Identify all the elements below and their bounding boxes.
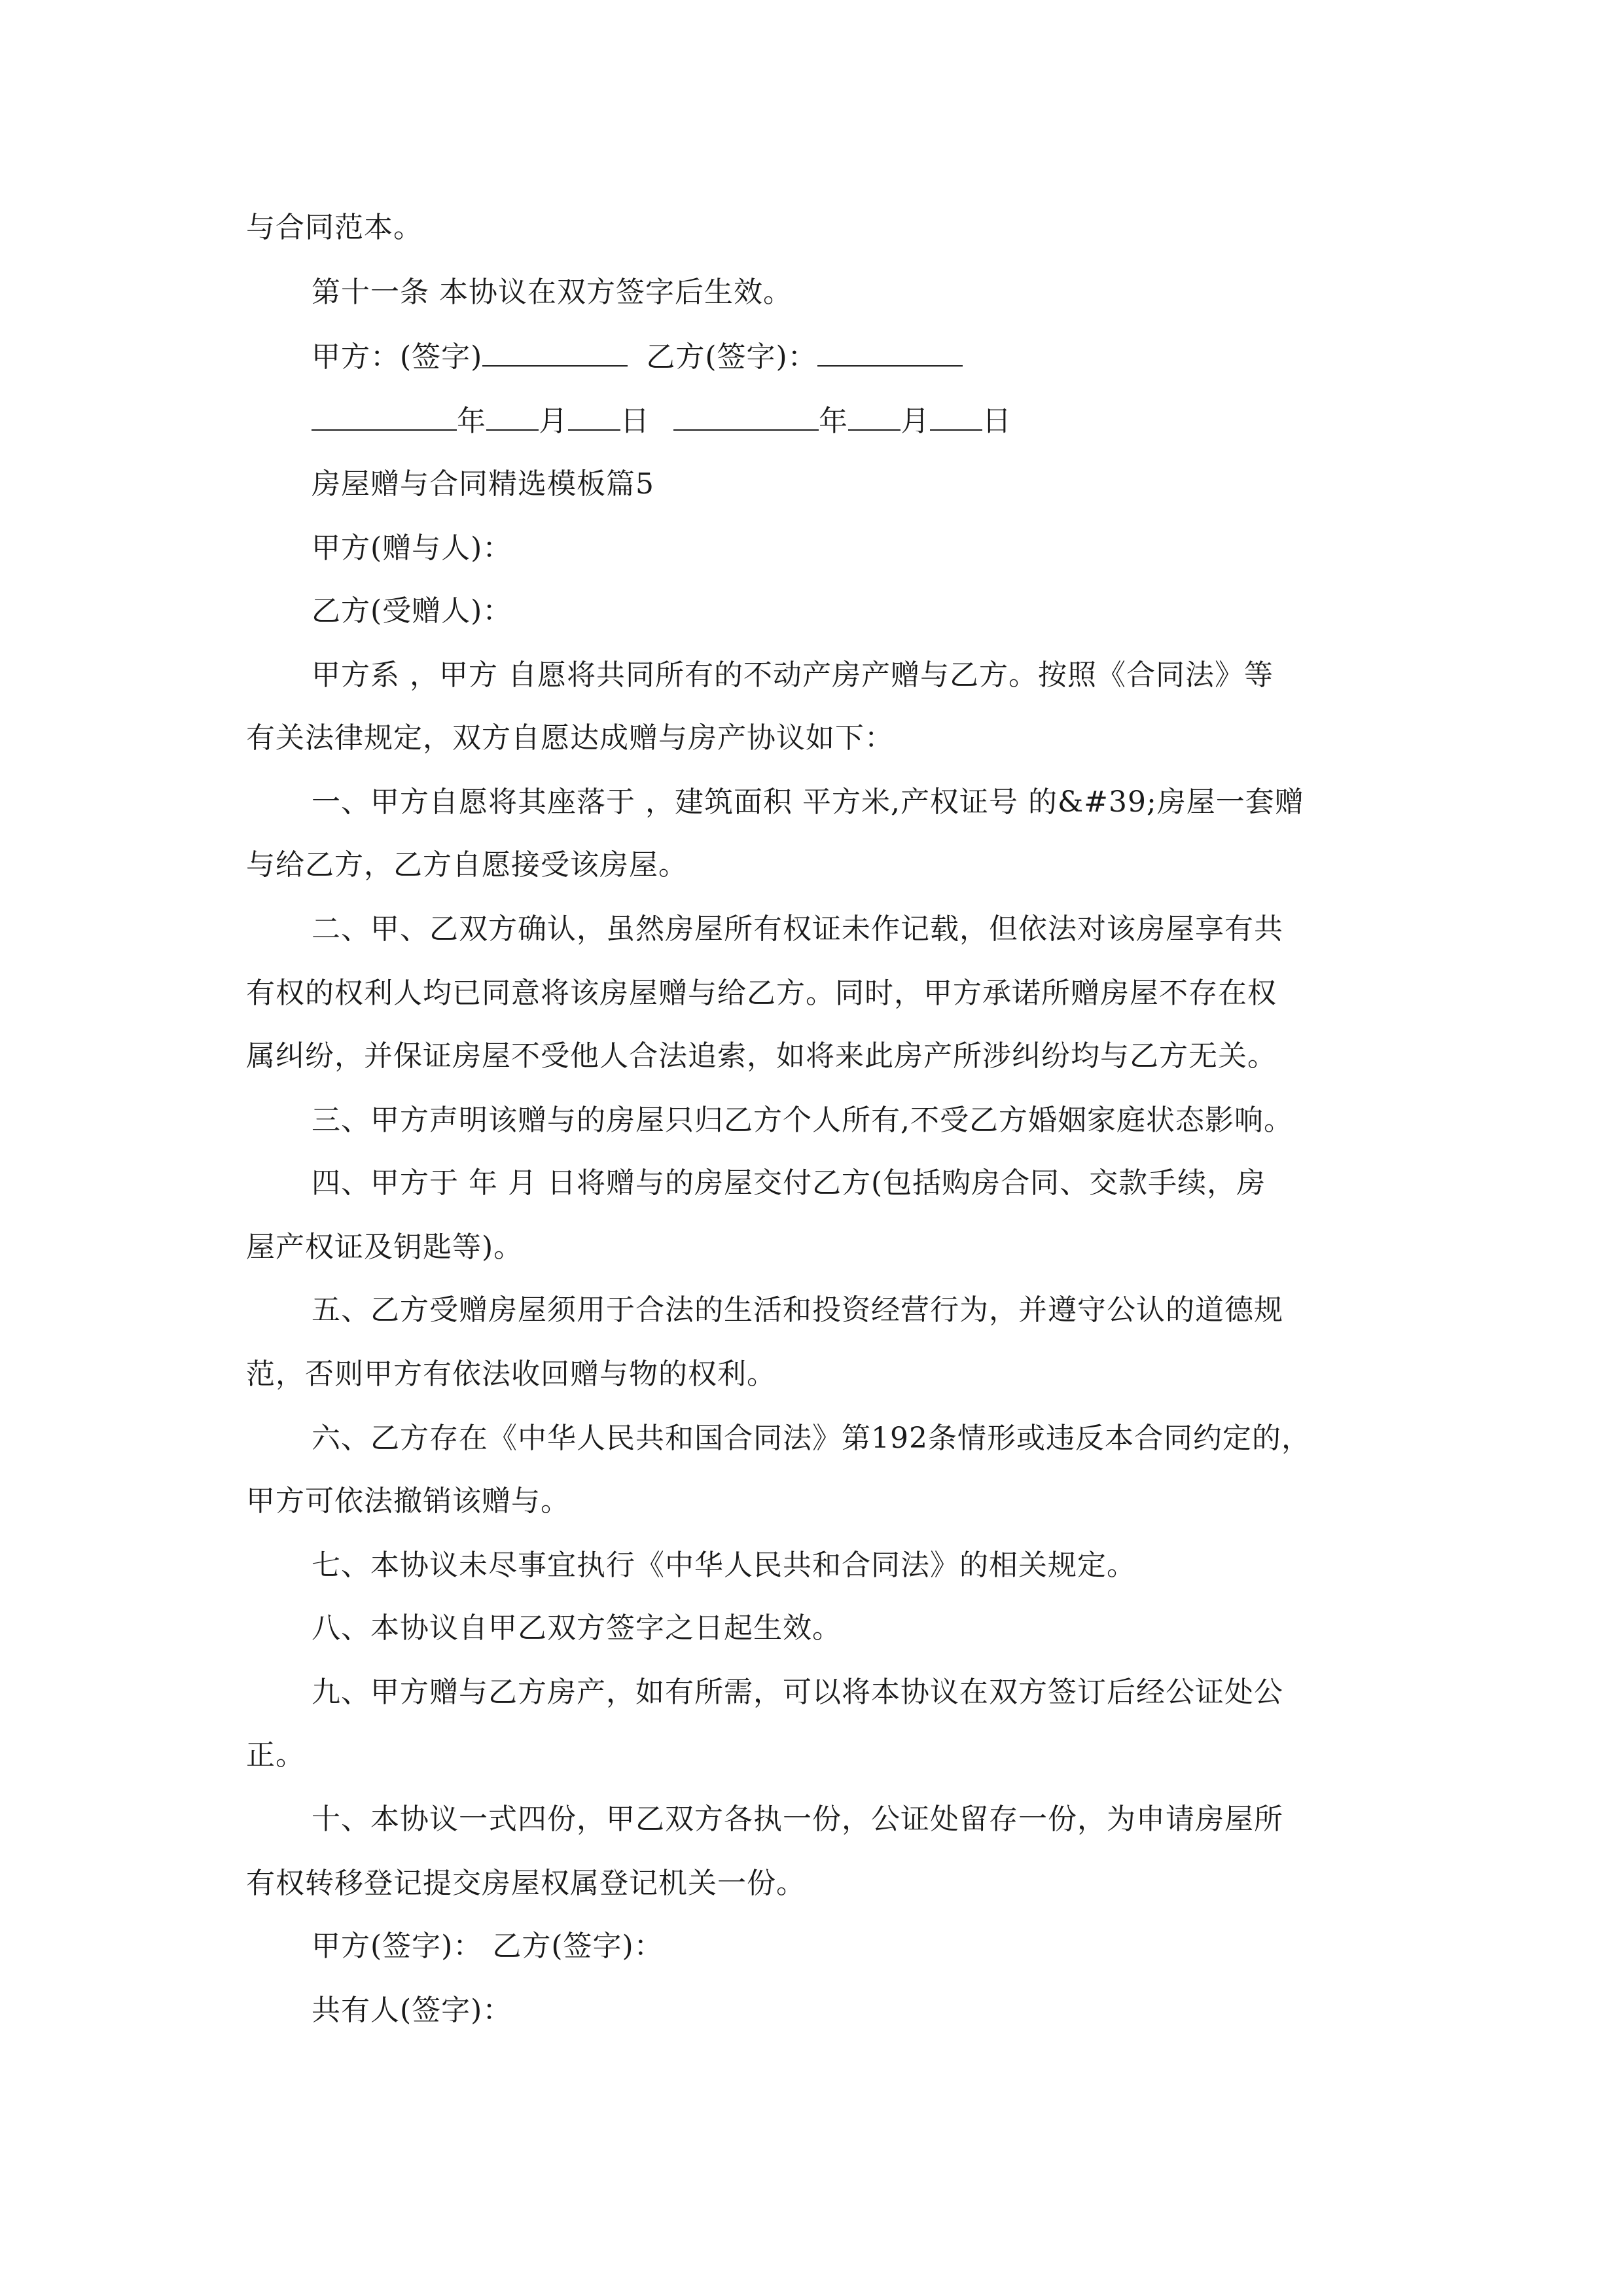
paragraph-line: 五、乙方受赠房屋须用于合法的生活和投资经营行为，并遵守公认的道德规 [312,1293,1283,1327]
signature-label-line: 甲方(签字)： 乙方(签字)： [312,1929,664,1963]
text-line: 与合同范本。 [246,211,423,244]
paragraph-line: 九、甲方赠与乙方房产，如有所需，可以将本协议在双方签订后经公证处公 [312,1676,1283,1709]
paragraph-line: 甲方系 ，甲方 自愿将共同所有的不动产房产赠与乙方。按照《合同法》等 [312,658,1274,692]
paragraph-line: 七、本协议未尽事宜执行《中华人民共和合同法》的相关规定。 [312,1549,1136,1582]
party-a-sign-label: 甲方：(签字) [312,340,483,374]
signature-blank [482,336,628,367]
month-label: 月 [901,404,930,438]
paragraph-line: 范，否则甲方有依法收回赠与物的权利。 [246,1357,776,1391]
date-blank [673,401,819,431]
paragraph-line: 有关法律规定，双方自愿达成赠与房产协议如下： [246,721,894,755]
date-blank [486,401,539,431]
paragraph-line: 正。 [246,1738,305,1772]
paragraph-line: 有权转移登记提交房屋权属登记机关一份。 [246,1867,806,1900]
year-label: 年 [457,404,486,438]
text-line: 第十一条 本协议在双方签字后生效。 [312,276,793,309]
signature-blank [817,336,963,367]
co-owner-signature-label: 共有人(签字)： [312,1994,512,2027]
paragraph-line: 四、甲方于 年 月 日将赠与的房屋交付乙方(包括购房合同、交款手续，房 [312,1166,1266,1200]
day-label: 日 [620,404,650,438]
date-blank [568,401,620,431]
party-b-label: 乙方(受赠人)： [312,594,512,628]
party-a-label: 甲方(赠与人)： [312,531,512,565]
date-line [312,401,1012,440]
month-label: 月 [539,404,568,438]
year-label: 年 [819,404,848,438]
paragraph-line: 三、甲方声明该赠与的房屋只归乙方个人所有,不受乙方婚姻家庭状态影响。 [312,1103,1293,1137]
date-blank [848,401,901,431]
paragraph-line: 甲方可依法撤销该赠与。 [246,1484,570,1518]
paragraph-line: 与给乙方，乙方自愿接受该房屋。 [246,848,688,882]
section-title: 房屋赠与合同精选模板篇5 [312,467,654,501]
party-b-sign-label: 乙方(签字)： [646,340,817,374]
paragraph-line: 六、乙方存在《中华人民共和国合同法》第192条情形或违反本合同约定的， [312,1422,1311,1455]
signature-line [312,336,963,376]
paragraph-line: 十、本协议一式四份，甲乙双方各执一份，公证处留存一份，为申请房屋所 [312,1803,1283,1836]
day-label: 日 [982,404,1012,438]
paragraph-line: 屋产权证及钥匙等)。 [246,1230,524,1264]
paragraph-line: 八、本协议自甲乙双方签字之日起生效。 [312,1611,842,1645]
paragraph-line: 一、甲方自愿将其座落于 ，建筑面积 平方米,产权证号 的&#39;房屋一套赠 [312,785,1304,819]
date-blank [312,401,457,431]
date-blank [930,401,982,431]
paragraph-line: 有权的权利人均已同意将该房屋赠与给乙方。同时，甲方承诺所赠房屋不存在权 [246,977,1277,1010]
paragraph-line: 二、甲、乙双方确认，虽然房屋所有权证未作记载，但依法对该房屋享有共 [312,912,1283,946]
paragraph-line: 属纠纷，并保证房屋不受他人合法追索，如将来此房产所涉纠纷均与乙方无关。 [246,1039,1277,1073]
